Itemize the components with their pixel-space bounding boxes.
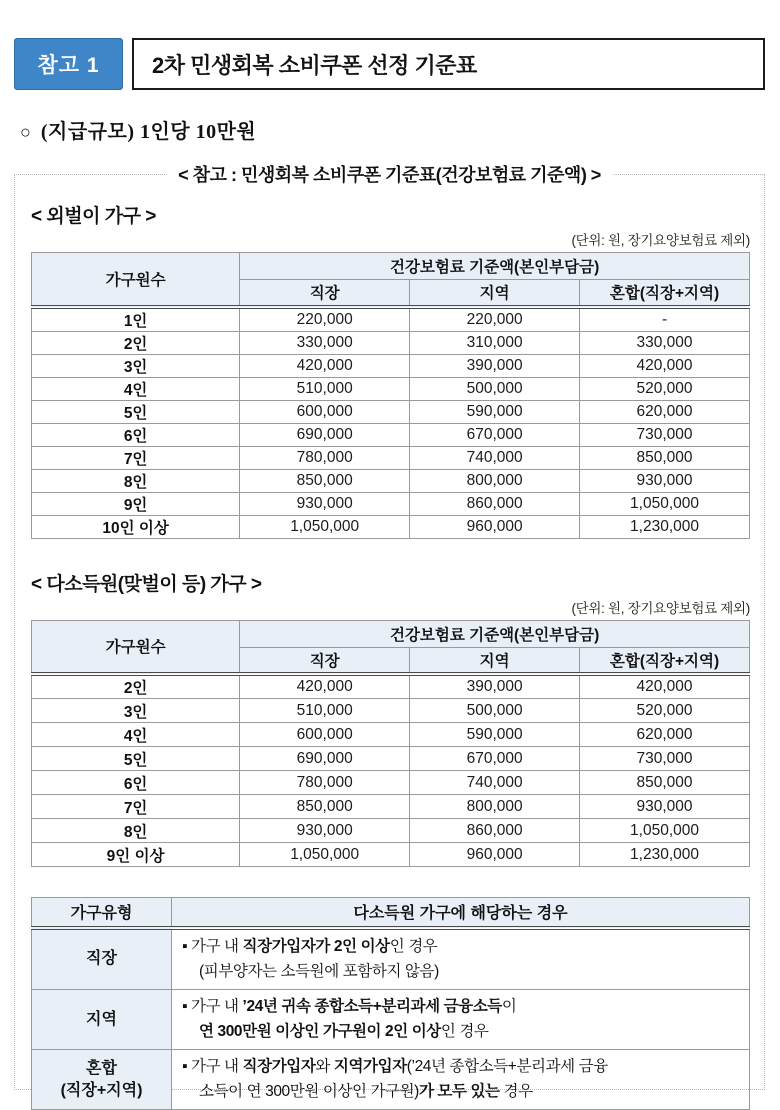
circle-bullet-icon: ○ (20, 122, 31, 142)
premium-amount-cell: 740,000 (410, 446, 580, 469)
premium-amount-cell: 850,000 (240, 795, 410, 819)
mixed-col-header: 혼합(직장+지역) (580, 647, 750, 674)
household-size-header: 가구원수 (32, 620, 240, 674)
premium-amount-cell: 730,000 (580, 423, 750, 446)
premium-amount-cell: 220,000 (240, 307, 410, 332)
household-size-cell: 3인 (32, 354, 240, 377)
premium-amount-cell: 330,000 (580, 331, 750, 354)
premium-amount-cell: 220,000 (410, 307, 580, 332)
premium-amount-cell: 1,050,000 (240, 843, 410, 867)
premium-amount-cell: 800,000 (410, 795, 580, 819)
household-size-cell: 2인 (32, 331, 240, 354)
household-size-cell: 7인 (32, 446, 240, 469)
premium-amount-cell: 620,000 (580, 400, 750, 423)
premium-amount-cell: 510,000 (240, 699, 410, 723)
page-title: 2차 민생회복 소비쿠폰 선정 기준표 (132, 38, 765, 90)
premium-amount-cell: 860,000 (410, 819, 580, 843)
premium-amount-cell: 600,000 (240, 400, 410, 423)
premium-amount-cell: 780,000 (240, 446, 410, 469)
case-description-cell: ▪ 가구 내 직장가입자가 2인 이상인 경우 (피부양자는 소득원에 포함하지 않음) (172, 928, 750, 990)
premium-amount-cell: 420,000 (240, 354, 410, 377)
household-size-cell: 7인 (32, 795, 240, 819)
premium-amount-cell: 620,000 (580, 723, 750, 747)
table-row (32, 492, 750, 515)
premium-amount-cell: 740,000 (410, 771, 580, 795)
premium-amount-cell: 420,000 (580, 674, 750, 699)
table-row (32, 469, 750, 492)
household-size-cell: 5인 (32, 747, 240, 771)
table-row (32, 354, 750, 377)
household-size-cell: 3인 (32, 699, 240, 723)
premium-amount-cell: 960,000 (410, 515, 580, 538)
premium-amount-cell: 1,230,000 (580, 515, 750, 538)
reference-box (14, 165, 765, 1101)
premium-amount-cell: 1,050,000 (240, 515, 410, 538)
premium-amount-cell: 730,000 (580, 747, 750, 771)
multi-income-heading: < 다소득원(맞벌이 등) 가구 > (31, 573, 262, 595)
household-type-cell: 지역 (32, 989, 172, 1049)
table-row (32, 843, 750, 867)
reference-box-title: < 참고 : 민생회복 소비쿠폰 기준표(건강보험료 기준액) > (166, 161, 613, 187)
table-row (32, 423, 750, 446)
household-size-cell: 4인 (32, 723, 240, 747)
premium-amount-cell: 420,000 (240, 674, 410, 699)
household-size-cell: 9인 (32, 492, 240, 515)
case-description-cell: ▪ 가구 내 ’24년 귀속 종합소득+분리과세 금융소득이 연 300만원 이상인 가구원이 2인 이상인 경우 (172, 989, 750, 1049)
household-size-cell: 6인 (32, 771, 240, 795)
premium-amount-cell: 590,000 (410, 400, 580, 423)
unit-note: (단위: 원, 장기요양보험료 제외) (571, 233, 750, 248)
table-row (32, 331, 750, 354)
household-size-cell: 10인 이상 (32, 515, 240, 538)
premium-amount-cell: 1,230,000 (580, 843, 750, 867)
premium-group-header: 건강보험료 기준액(본인부담금) (240, 620, 750, 647)
premium-amount-cell: 670,000 (410, 747, 580, 771)
document-header (14, 38, 765, 90)
table-row (32, 515, 750, 538)
table-row (32, 795, 750, 819)
table-row (32, 819, 750, 843)
workplace-col-header: 직장 (240, 647, 410, 674)
payment-scale-text: (지급규모) 1인당 10만원 (40, 121, 257, 143)
table-row (32, 747, 750, 771)
reference-badge: 참고 1 (14, 38, 123, 90)
table-row (32, 307, 750, 332)
premium-group-header: 건강보험료 기준액(본인부담금) (240, 253, 750, 280)
mixed-col-header: 혼합(직장+지역) (580, 280, 750, 307)
table-row (32, 989, 750, 1049)
table-row (32, 446, 750, 469)
case-description-cell: ▪ 가구 내 직장가입자와 지역가입자(’24년 종합소득+분리과세 금융 소득이 연 300만원 이상인 가구원)가 모두 있는 경우 (172, 1049, 750, 1109)
premium-amount-cell: 800,000 (410, 469, 580, 492)
premium-amount-cell: 510,000 (240, 377, 410, 400)
premium-amount-cell: 330,000 (240, 331, 410, 354)
household-size-cell: 8인 (32, 469, 240, 492)
premium-amount-cell: 670,000 (410, 423, 580, 446)
table-row (32, 674, 750, 699)
premium-amount-cell: 930,000 (240, 819, 410, 843)
workplace-col-header: 직장 (240, 280, 410, 307)
table-row (32, 928, 750, 990)
regional-col-header: 지역 (410, 280, 580, 307)
premium-amount-cell: 850,000 (580, 771, 750, 795)
premium-amount-cell: 520,000 (580, 377, 750, 400)
case-col-header: 다소득원 가구에 해당하는 경우 (172, 898, 750, 928)
premium-amount-cell: 1,050,000 (580, 819, 750, 843)
table-row (32, 699, 750, 723)
table-row (32, 723, 750, 747)
unit-note: (단위: 원, 장기요양보험료 제외) (571, 600, 750, 616)
table-header (32, 620, 750, 674)
premium-amount-cell: 500,000 (410, 699, 580, 723)
premium-amount-cell: 390,000 (410, 674, 580, 699)
household-type-col-header: 가구유형 (32, 898, 172, 928)
regional-col-header: 지역 (410, 647, 580, 674)
table-header (32, 898, 750, 928)
premium-amount-cell: 520,000 (580, 699, 750, 723)
household-size-cell: 2인 (32, 674, 240, 699)
single-income-section (31, 201, 750, 539)
premium-amount-cell: 780,000 (240, 771, 410, 795)
household-size-cell: 6인 (32, 423, 240, 446)
household-size-cell: 5인 (32, 400, 240, 423)
household-type-table (31, 897, 750, 1110)
premium-amount-cell: 690,000 (240, 747, 410, 771)
premium-amount-cell: 590,000 (410, 723, 580, 747)
premium-amount-cell: 500,000 (410, 377, 580, 400)
household-size-cell: 8인 (32, 819, 240, 843)
premium-amount-cell: 1,050,000 (580, 492, 750, 515)
multi-income-section (31, 569, 750, 868)
table-header (32, 253, 750, 307)
premium-amount-cell: 960,000 (410, 843, 580, 867)
premium-amount-cell: 850,000 (240, 469, 410, 492)
premium-amount-cell: 930,000 (240, 492, 410, 515)
premium-amount-cell: 600,000 (240, 723, 410, 747)
single-income-heading: < 외벌이 가구 > (31, 206, 156, 227)
household-type-section (31, 897, 750, 1110)
household-size-header: 가구원수 (32, 253, 240, 307)
premium-amount-cell: 690,000 (240, 423, 410, 446)
multi-income-table (31, 620, 750, 868)
premium-amount-cell: 850,000 (580, 446, 750, 469)
household-size-cell: 4인 (32, 377, 240, 400)
household-size-cell: 9인 이상 (32, 843, 240, 867)
premium-amount-cell: 310,000 (410, 331, 580, 354)
table-row (32, 377, 750, 400)
single-income-table (31, 252, 750, 539)
premium-amount-cell: 420,000 (580, 354, 750, 377)
table-row (32, 400, 750, 423)
premium-amount-cell: - (580, 307, 750, 332)
household-type-cell: 직장 (32, 928, 172, 990)
table-row (32, 1049, 750, 1109)
premium-amount-cell: 930,000 (580, 795, 750, 819)
premium-amount-cell: 930,000 (580, 469, 750, 492)
household-size-cell: 1인 (32, 307, 240, 332)
table-row (32, 771, 750, 795)
premium-amount-cell: 390,000 (410, 354, 580, 377)
payment-scale-line (20, 115, 765, 144)
premium-amount-cell: 860,000 (410, 492, 580, 515)
household-type-cell: 혼합 (직장+지역) (32, 1049, 172, 1109)
